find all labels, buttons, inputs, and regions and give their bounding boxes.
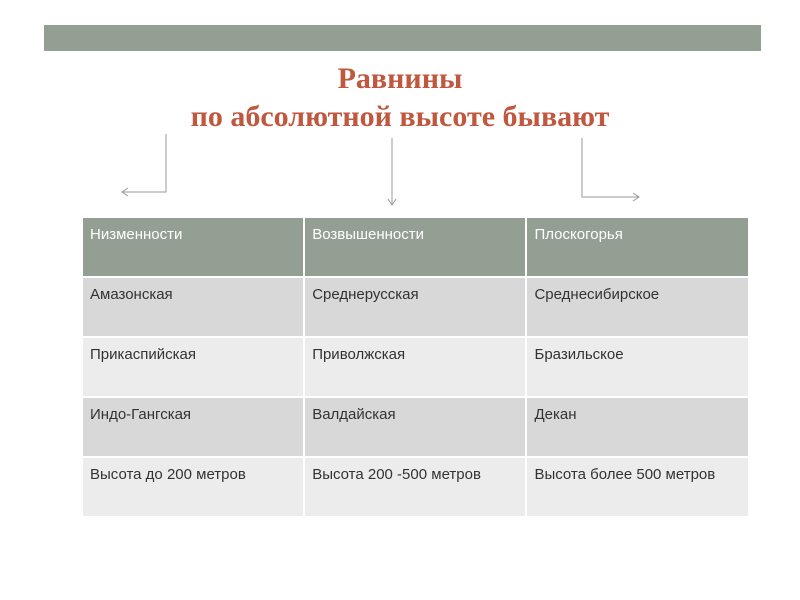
table-cell: Высота до 200 метров xyxy=(83,458,303,518)
title-line-1: Равнины xyxy=(337,62,463,95)
header-lowlands: Низменности xyxy=(83,218,303,278)
table-cell: Индо-Гангская xyxy=(83,398,303,458)
table-cell: Амазонская xyxy=(83,278,303,338)
plains-table xyxy=(81,218,750,518)
table-cell: Высота 200 -500 метров xyxy=(305,458,525,518)
table-cell: Декан xyxy=(527,398,748,458)
table-cell: Высота более 500 метров xyxy=(527,458,748,518)
table-row xyxy=(83,278,748,338)
table-cell: Прикаспийская xyxy=(83,338,303,398)
table-cell: Приволжская xyxy=(305,338,525,398)
table-row xyxy=(83,338,748,398)
header-plateaus: Плоскогорья xyxy=(527,218,748,278)
table-cell: Среднерусская xyxy=(305,278,525,338)
arrow-right xyxy=(582,138,639,197)
table-cell: Среднесибирское xyxy=(527,278,748,338)
title-line-2: по абсолютной высоте бывают xyxy=(190,100,610,133)
header-uplands: Возвышенности xyxy=(305,218,525,278)
table-cell: Бразильское xyxy=(527,338,748,398)
table-header-row xyxy=(83,218,748,278)
branch-arrows xyxy=(0,0,800,220)
table-row xyxy=(83,458,748,518)
table-cell: Валдайская xyxy=(305,398,525,458)
table-row xyxy=(83,398,748,458)
arrow-left xyxy=(122,134,166,192)
